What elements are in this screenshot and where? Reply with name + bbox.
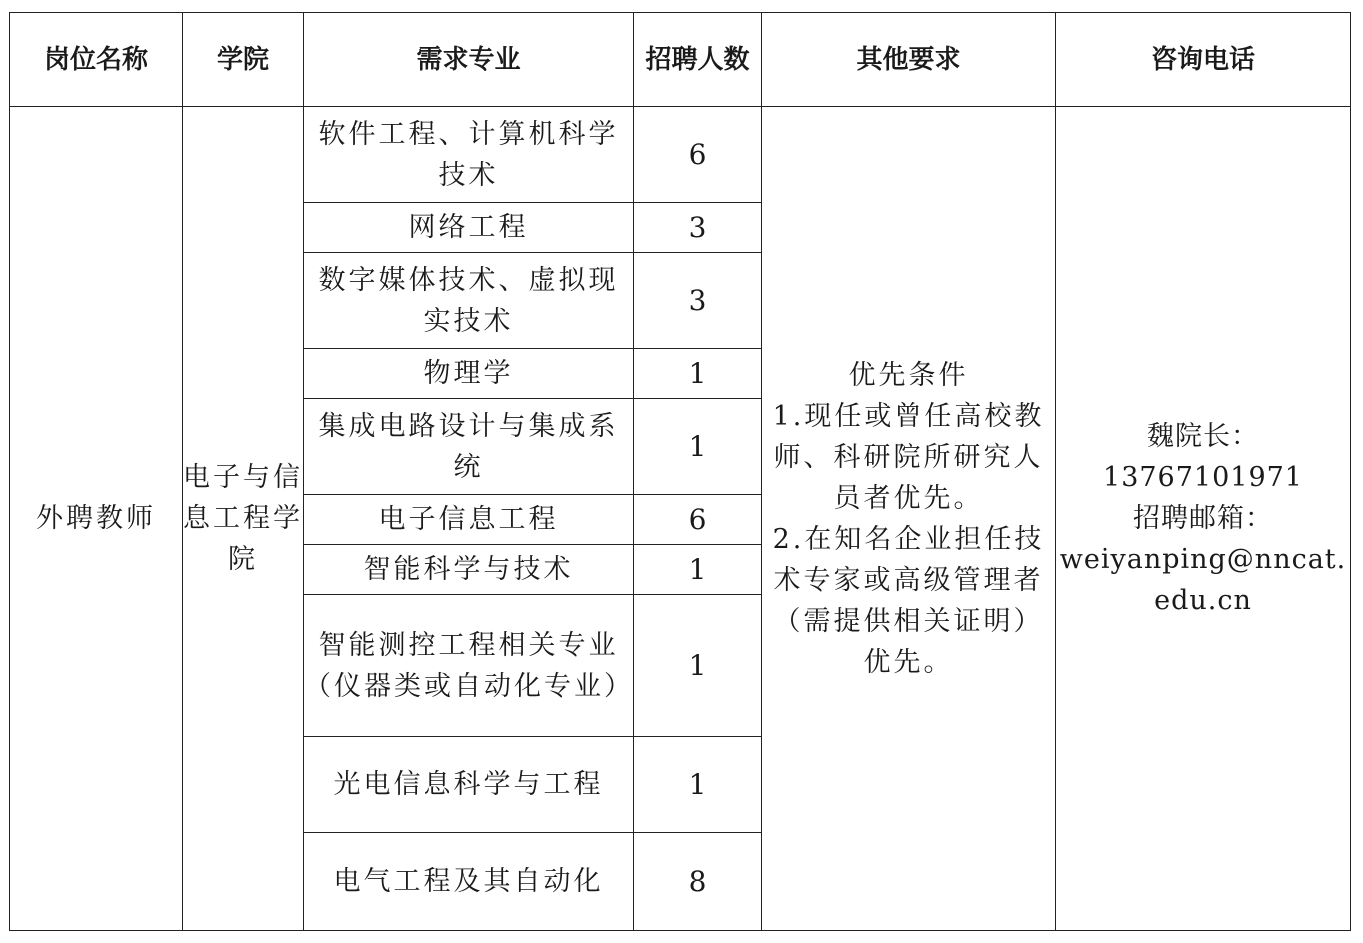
count-cell: 1 [634, 737, 762, 833]
count-cell: 6 [634, 495, 762, 545]
header-college: 学院 [183, 13, 304, 107]
major-cell: 网络工程 [304, 203, 634, 253]
count-cell: 3 [634, 253, 762, 349]
count-cell: 1 [634, 399, 762, 495]
header-count-text: 招聘人数 [645, 44, 750, 75]
requirements-cell [762, 107, 1056, 931]
major-cell: 物理学 [304, 349, 634, 399]
count-cell: 3 [634, 203, 762, 253]
count-cell: 1 [634, 595, 762, 737]
major-cell: 智能科学与技术 [304, 545, 634, 595]
college-name-cell: 电子与信息工程学院 [183, 107, 304, 931]
major-cell: 软件工程、计算机科学技术 [304, 107, 634, 203]
table-row [10, 107, 1351, 203]
header-phone: 咨询电话 [1056, 13, 1351, 107]
count-cell: 6 [634, 107, 762, 203]
contact-email: weiyanping@nncat.edu.cn [1059, 544, 1347, 616]
major-cell: 光电信息科学与工程 [304, 737, 634, 833]
major-cell: 电气工程及其自动化 [304, 833, 634, 931]
major-cell: 数字媒体技术、虚拟现实技术 [304, 253, 634, 349]
contact-name-label: 魏院长： [1147, 421, 1259, 452]
contact-cell [1056, 107, 1351, 931]
header-requirements: 其他要求 [762, 13, 1056, 107]
header-position: 岗位名称 [10, 13, 183, 107]
requirements-item-1: 1.现任或曾任高校教师、科研院所研究人员者优先。 [772, 400, 1045, 514]
major-cell: 智能测控工程相关专业（仪器类或自动化专业） [304, 595, 634, 737]
contact-email-label: 招聘邮箱： [1133, 503, 1273, 534]
major-cell: 集成电路设计与集成系统 [304, 399, 634, 495]
contact-phone: 13767101971 [1103, 462, 1303, 493]
count-cell: 1 [634, 545, 762, 595]
header-row [10, 13, 1351, 107]
major-cell: 电子信息工程 [304, 495, 634, 545]
count-cell: 8 [634, 833, 762, 931]
recruitment-table [9, 12, 1351, 931]
position-name-cell: 外聘教师 [10, 107, 183, 931]
header-major: 需求专业 [304, 13, 634, 107]
requirements-title: 优先条件 [848, 359, 969, 391]
count-cell: 1 [634, 349, 762, 399]
requirements-item-2: 2.在知名企业担任技术专家或高级管理者（需提供相关证明）优先。 [772, 523, 1045, 678]
header-count [634, 13, 762, 107]
